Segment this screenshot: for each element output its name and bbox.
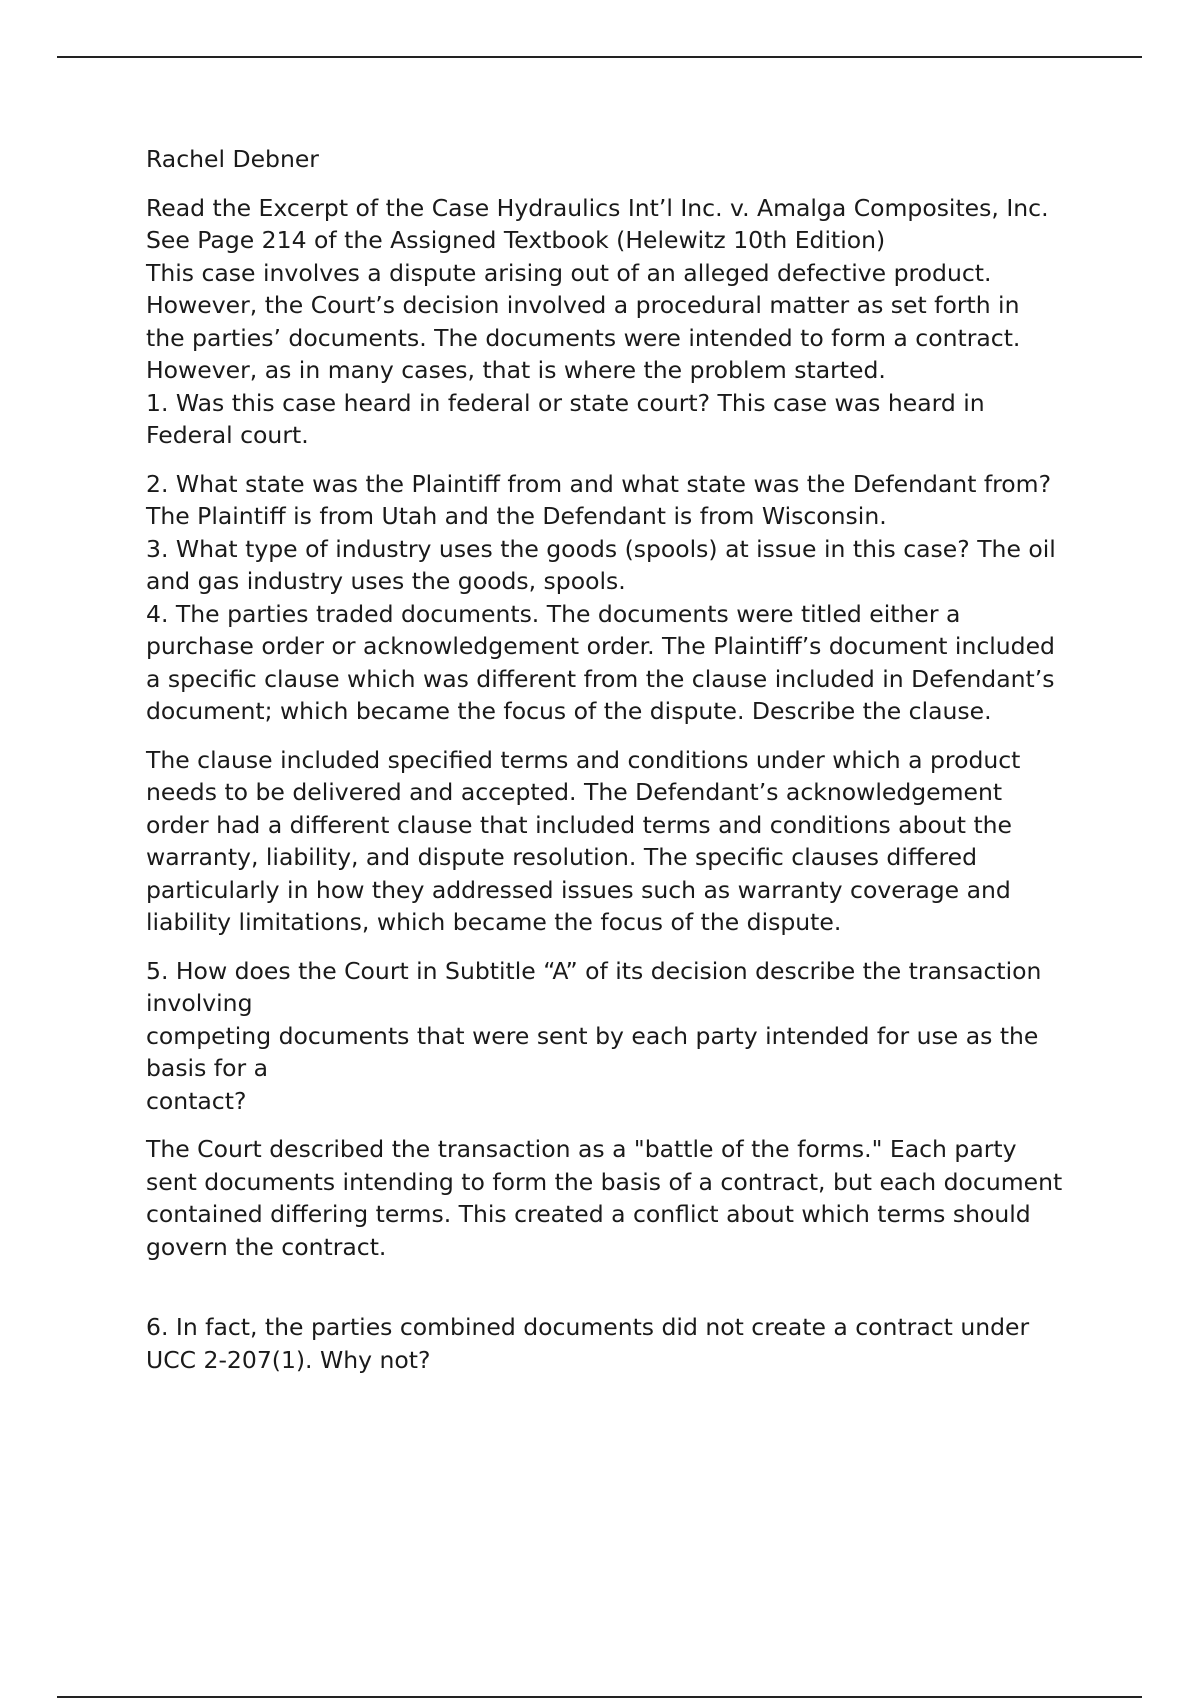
questions-2-4: 2. What state was the Plaintiff from and what state was the Defendant from? The Plaintiff is from Utah and the Defendant is from Wisconsin. 3. What type of industry uses the goods (spools) at issue in this case? The oil and gas industry uses the goods, spools. 4. The parties traded documents. The documents were titled either a purchase order or acknowledgement order. The Plaintiff’s document included a specific clause which was different from the clause included in Defendant’s document; which became the focus of the dispute. Describe the clause. (146, 469, 1056, 725)
document-body (146, 143, 1106, 1376)
intro-paragraph: Read the Excerpt of the Case Hydraulics Int’l Inc. v. Amalga Composites, Inc. See Page 214 of the Assigned Textbook (Helewitz 10th Edition) This case involves a dispute arising out of an alleged defective product. However, the Court’s decision involved a procedural matter as set forth in the parties’ documents. The documents were intended to form a contract. However, as in many cases, that is where the problem started. 1. Was this case heard in federal or state court? This case was heard in Federal court. (146, 193, 1049, 449)
author-name: Rachel Debner (146, 145, 319, 173)
question-5: 5. How does the Court in Subtitle “A” of its decision describe the transaction involving competing documents that were sent by each party intended for use as the basis for a contact? (146, 956, 1042, 1115)
top-rule (57, 56, 1142, 58)
question-6: 6. In fact, the parties combined documents did not create a contract under UCC 2-207(1). Why not? (146, 1313, 1030, 1374)
bottom-rule (57, 1696, 1142, 1698)
answer-4: The clause included specified terms and conditions under which a product needs to be delivered and accepted. The Defendant’s acknowledgement order had a different clause that included terms and conditions about the warranty, liability, and dispute resolution. The specific clauses differed particularly in how they addressed issues such as warranty coverage and liability limitations, which became the focus of the dispute. (146, 745, 1021, 936)
answer-5: The Court described the transaction as a "battle of the forms." Each party sent documents intending to form the basis of a contract, but each document contained differing terms. This created a conflict about which terms should govern the contract. (146, 1135, 1063, 1261)
